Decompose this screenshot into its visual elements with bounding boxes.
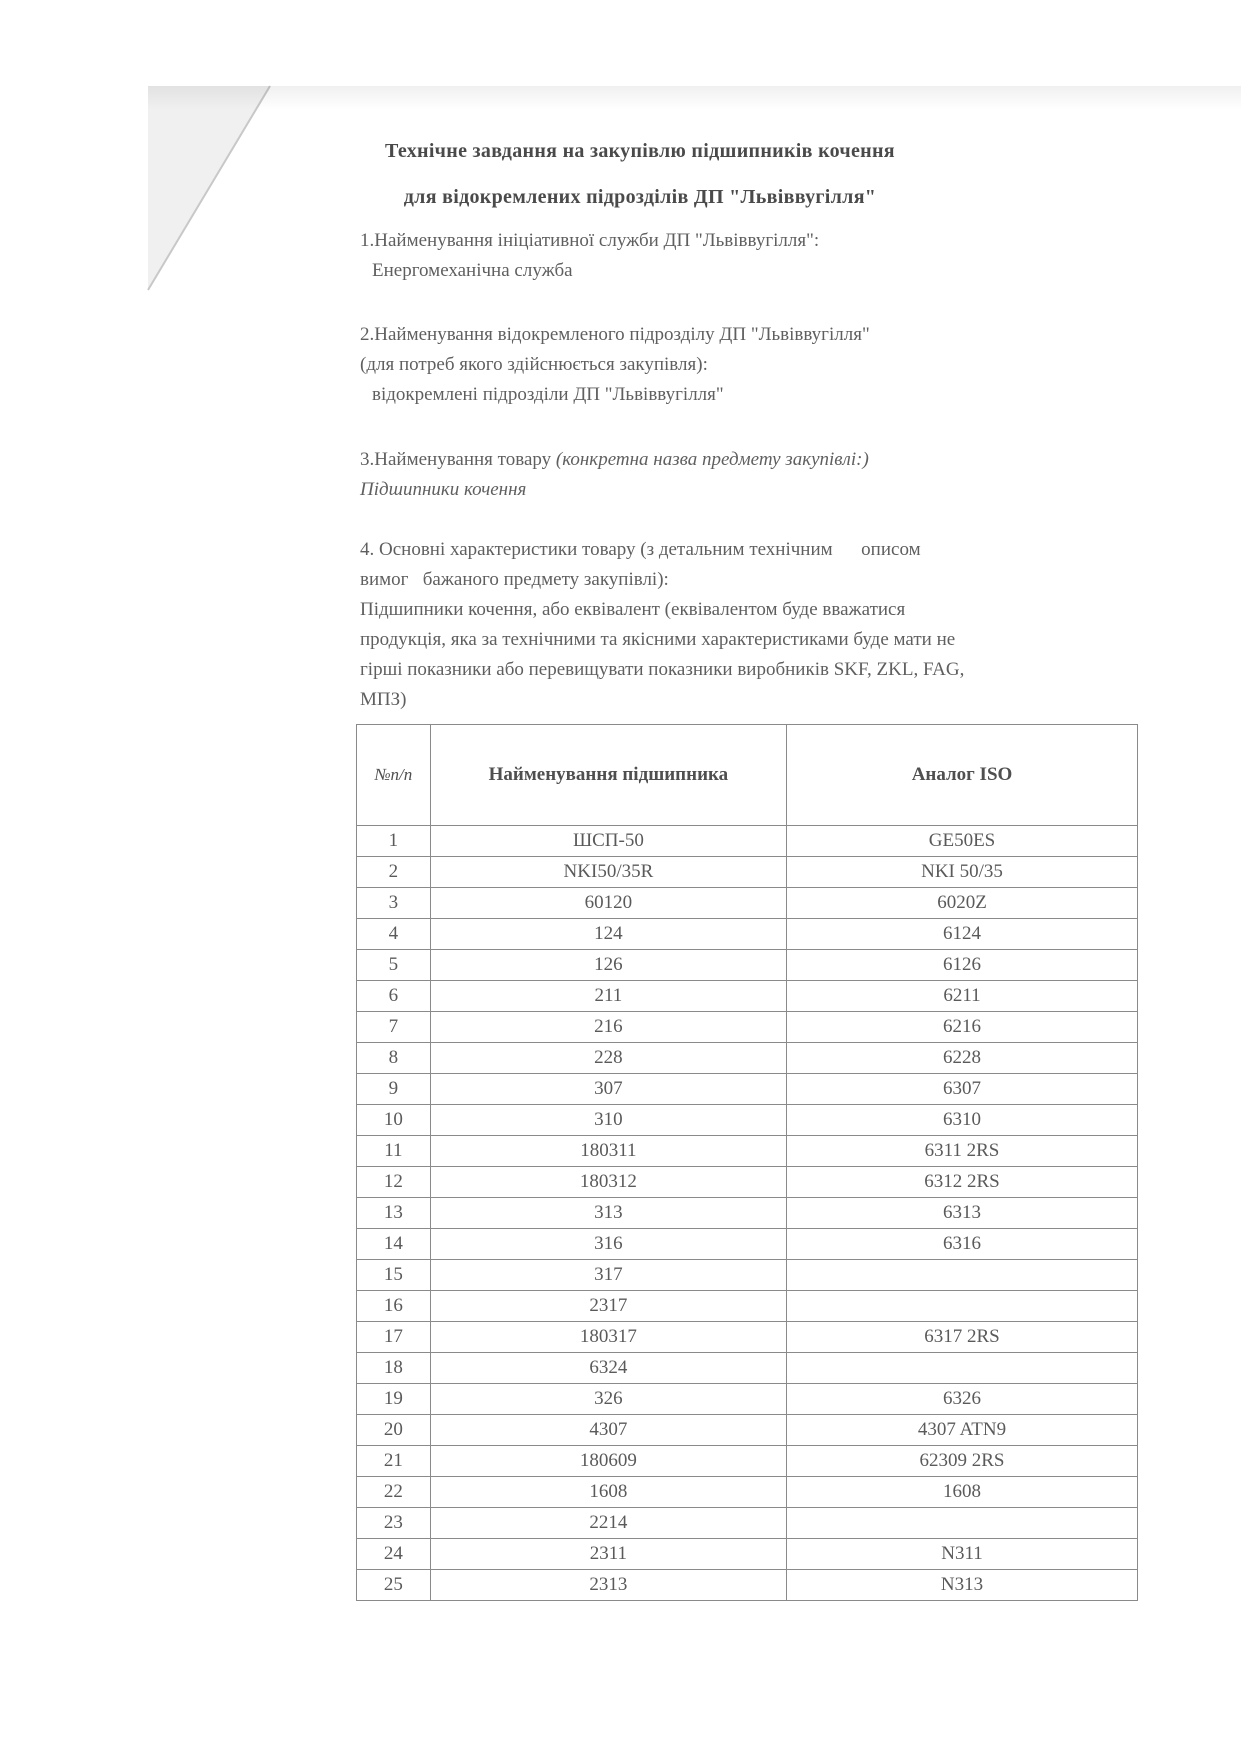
row-iso-analog-cell <box>787 1508 1138 1539</box>
section-2-value: відокремлені підрозділи ДП "Львіввугілля" <box>372 384 724 405</box>
row-num-cell: 5 <box>357 950 431 981</box>
row-num-cell: 18 <box>357 1353 431 1384</box>
table-row <box>357 857 1138 888</box>
row-bearing-name-cell: 6324 <box>430 1353 786 1384</box>
section-4-line-1: 4. Основні характеристики товару (з детальним технічним описом <box>360 539 921 560</box>
row-iso-analog-cell: 4307 ATN9 <box>787 1415 1138 1446</box>
bearings-table <box>356 724 1138 1601</box>
section-4-line-4: продукція, яка за технічними та якісними характеристиками буде мати не <box>360 629 956 650</box>
row-bearing-name-cell: 180312 <box>430 1167 786 1198</box>
section-4-line-2: вимог бажаного предмету закупівлі): <box>360 569 669 590</box>
section-3 <box>360 445 1140 505</box>
row-bearing-name-cell: 216 <box>430 1012 786 1043</box>
row-bearing-name-cell: 2311 <box>430 1539 786 1570</box>
row-iso-analog-cell: 1608 <box>787 1477 1138 1508</box>
table-row <box>357 1167 1138 1198</box>
document-title-line-2: для відокремлених підрозділів ДП "Львіввугілля" <box>403 186 877 208</box>
section-4-line-3: Підшипники кочення, або еквівалент (еквівалентом буде вважатися <box>360 599 906 620</box>
row-iso-analog-cell: 6307 <box>787 1074 1138 1105</box>
row-bearing-name-cell: 2317 <box>430 1291 786 1322</box>
row-num-cell: 25 <box>357 1570 431 1601</box>
row-bearing-name-cell: 124 <box>430 919 786 950</box>
table-row <box>357 1105 1138 1136</box>
section-2 <box>360 320 1140 410</box>
row-num-cell: 19 <box>357 1384 431 1415</box>
table-row <box>357 1415 1138 1446</box>
row-bearing-name-cell: 1608 <box>430 1477 786 1508</box>
row-iso-analog-cell <box>787 1353 1138 1384</box>
row-iso-analog-cell: 6316 <box>787 1229 1138 1260</box>
row-bearing-name-cell: 60120 <box>430 888 786 919</box>
header-num: №п/п <box>357 725 431 826</box>
section-3-heading-row <box>360 445 1140 475</box>
row-bearing-name-cell: 2214 <box>430 1508 786 1539</box>
row-bearing-name-cell: 313 <box>430 1198 786 1229</box>
row-bearing-name-cell: ШСП-50 <box>430 826 786 857</box>
row-num-cell: 3 <box>357 888 431 919</box>
row-num-cell: 8 <box>357 1043 431 1074</box>
row-bearing-name-cell: 316 <box>430 1229 786 1260</box>
section-1-value: Енергомеханічна служба <box>372 260 573 281</box>
table-row <box>357 1384 1138 1415</box>
section-4-line-6: МПЗ) <box>360 689 407 710</box>
row-num-cell: 7 <box>357 1012 431 1043</box>
row-bearing-name-cell: 2313 <box>430 1570 786 1601</box>
row-bearing-name-cell: 126 <box>430 950 786 981</box>
table-header-row <box>357 725 1138 826</box>
row-num-cell: 11 <box>357 1136 431 1167</box>
table-row <box>357 950 1138 981</box>
row-iso-analog-cell: 62309 2RS <box>787 1446 1138 1477</box>
row-num-cell: 15 <box>357 1260 431 1291</box>
row-bearing-name-cell: NKI50/35R <box>430 857 786 888</box>
row-iso-analog-cell: 6317 2RS <box>787 1322 1138 1353</box>
table-row <box>357 1198 1138 1229</box>
row-iso-analog-cell: 6124 <box>787 919 1138 950</box>
row-iso-analog-cell: 6228 <box>787 1043 1138 1074</box>
row-bearing-name-cell: 180311 <box>430 1136 786 1167</box>
row-num-cell: 20 <box>357 1415 431 1446</box>
document-title-line-1: Технічне завдання на закупівлю підшипників кочення <box>385 140 895 162</box>
row-num-cell: 4 <box>357 919 431 950</box>
table-row <box>357 888 1138 919</box>
row-num-cell: 24 <box>357 1539 431 1570</box>
row-iso-analog-cell: 6211 <box>787 981 1138 1012</box>
row-iso-analog-cell: 6216 <box>787 1012 1138 1043</box>
row-iso-analog-cell: N311 <box>787 1539 1138 1570</box>
table-row <box>357 1260 1138 1291</box>
table-row <box>357 1570 1138 1601</box>
section-4-line-5: гірші показники або перевищувати показники виробників SKF, ZKL, FAG, <box>360 659 965 680</box>
row-num-cell: 17 <box>357 1322 431 1353</box>
table-row <box>357 1229 1138 1260</box>
row-bearing-name-cell: 317 <box>430 1260 786 1291</box>
table-row <box>357 826 1138 857</box>
row-num-cell: 13 <box>357 1198 431 1229</box>
section-3-heading-note: (конкретна назва предмету закупівлі:) <box>555 449 869 470</box>
section-3-heading: 3.Найменування товару <box>360 449 552 470</box>
row-bearing-name-cell: 307 <box>430 1074 786 1105</box>
table-row <box>357 919 1138 950</box>
row-bearing-name-cell: 310 <box>430 1105 786 1136</box>
table-row <box>357 1043 1138 1074</box>
row-iso-analog-cell: 6313 <box>787 1198 1138 1229</box>
header-bearing-name: Найменування підшипника <box>430 725 786 826</box>
row-num-cell: 16 <box>357 1291 431 1322</box>
row-num-cell: 9 <box>357 1074 431 1105</box>
row-num-cell: 22 <box>357 1477 431 1508</box>
row-bearing-name-cell: 228 <box>430 1043 786 1074</box>
row-bearing-name-cell: 180609 <box>430 1446 786 1477</box>
table-row <box>357 1508 1138 1539</box>
table-row <box>357 1012 1138 1043</box>
row-iso-analog-cell: NKI 50/35 <box>787 857 1138 888</box>
section-3-value: Підшипники кочення <box>360 479 527 500</box>
table-row <box>357 1446 1138 1477</box>
table-row <box>357 1477 1138 1508</box>
row-iso-analog-cell <box>787 1260 1138 1291</box>
row-num-cell: 14 <box>357 1229 431 1260</box>
row-bearing-name-cell: 180317 <box>430 1322 786 1353</box>
row-bearing-name-cell: 211 <box>430 981 786 1012</box>
section-1 <box>360 226 1140 286</box>
row-iso-analog-cell: N313 <box>787 1570 1138 1601</box>
row-iso-analog-cell: 6311 2RS <box>787 1136 1138 1167</box>
table-row <box>357 1291 1138 1322</box>
row-iso-analog-cell: 6312 2RS <box>787 1167 1138 1198</box>
row-num-cell: 10 <box>357 1105 431 1136</box>
table-body <box>357 826 1138 1601</box>
row-iso-analog-cell: GE50ES <box>787 826 1138 857</box>
row-num-cell: 1 <box>357 826 431 857</box>
table-row <box>357 1539 1138 1570</box>
row-iso-analog-cell <box>787 1291 1138 1322</box>
section-2-heading: 2.Найменування відокремленого підрозділу ДП "Львіввугілля" <box>360 324 870 345</box>
header-iso-analog: Аналог ISO <box>787 725 1138 826</box>
section-2-subheading: (для потреб якого здійснюється закупівля): <box>360 354 708 375</box>
row-iso-analog-cell: 6310 <box>787 1105 1138 1136</box>
row-num-cell: 21 <box>357 1446 431 1477</box>
section-4 <box>360 535 1140 715</box>
table-row <box>357 1136 1138 1167</box>
table-row <box>357 1322 1138 1353</box>
row-num-cell: 6 <box>357 981 431 1012</box>
row-bearing-name-cell: 4307 <box>430 1415 786 1446</box>
row-num-cell: 2 <box>357 857 431 888</box>
row-iso-analog-cell: 6020Z <box>787 888 1138 919</box>
row-bearing-name-cell: 326 <box>430 1384 786 1415</box>
row-num-cell: 12 <box>357 1167 431 1198</box>
table-row <box>357 981 1138 1012</box>
table-row <box>357 1074 1138 1105</box>
section-1-heading: 1.Найменування ініціативної служби ДП "Львіввугілля": <box>360 230 820 251</box>
row-num-cell: 23 <box>357 1508 431 1539</box>
row-iso-analog-cell: 6326 <box>787 1384 1138 1415</box>
row-iso-analog-cell: 6126 <box>787 950 1138 981</box>
table-row <box>357 1353 1138 1384</box>
